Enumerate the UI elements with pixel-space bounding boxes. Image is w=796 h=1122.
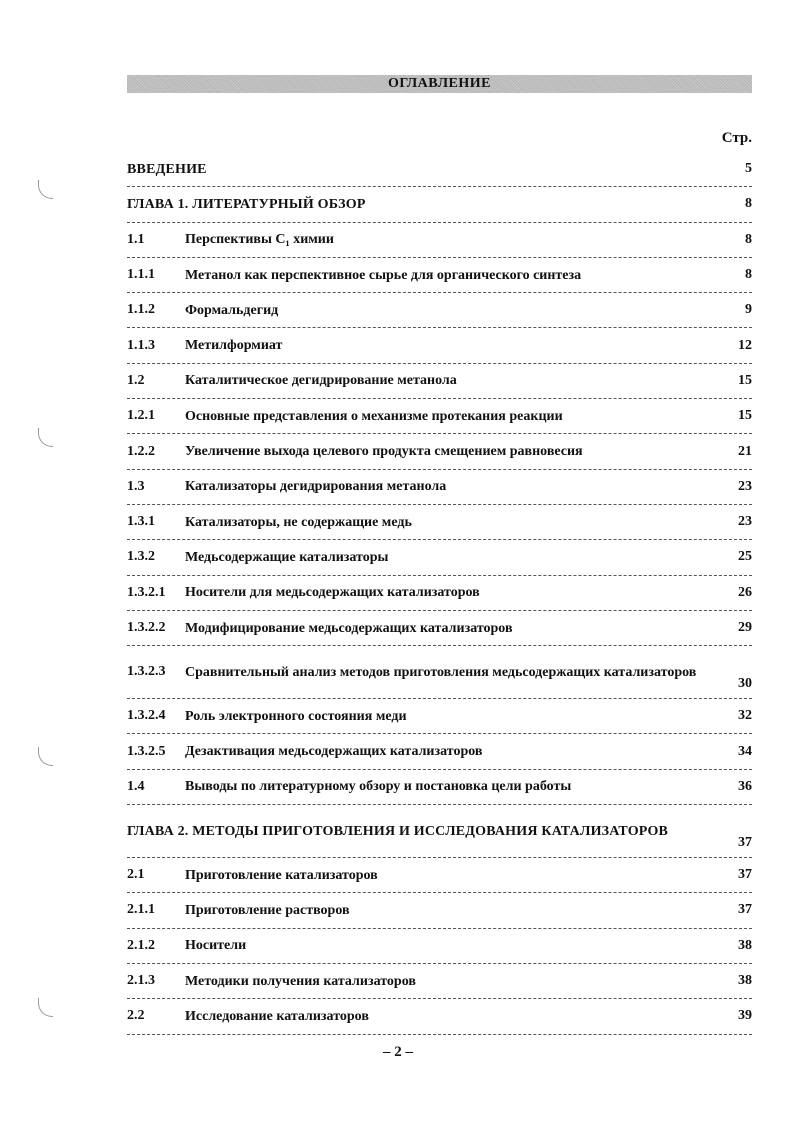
toc-entry-number: 2.1 [127,867,145,883]
toc-entry-page: 8 [745,196,752,212]
toc-entry-title: Метанол как перспективное сырье для органического синтеза [185,267,582,283]
toc-entry-page: 30 [738,676,752,692]
toc-entry-page: 5 [745,161,752,177]
toc-entry-title: Формальдегид [185,302,279,318]
toc-entry[interactable] [127,646,752,699]
toc-entry-title: Увеличение выхода целевого продукта смещением равновесия [185,444,583,460]
toc-entry[interactable] [127,434,752,469]
punch-mark [38,747,53,766]
toc-entry-title: ГЛАВА 2. МЕТОДЫ ПРИГОТОВЛЕНИЯ И ИССЛЕДОВАНИЯ КАТАЛИЗАТОРОВ [127,823,669,839]
toc-entry-number: 1.1.1 [127,267,155,283]
toc-entry-page: 37 [738,867,752,883]
toc-entry-page: 29 [738,620,752,635]
toc-entry[interactable] [127,734,752,769]
toc-entry[interactable] [127,699,752,734]
toc-entry-number: 1.2.2 [127,443,155,459]
toc-entry-title: Носители [185,938,247,954]
toc-entry-title: Выводы по литературному обзору и постановка цели работы [185,779,572,795]
toc-entry[interactable] [127,929,752,964]
toc-entry-page: 32 [738,708,752,724]
page-column-label: Стр. [721,130,752,146]
page-number: – 2 – [383,1044,413,1060]
toc-entry-page: 12 [738,337,752,353]
toc-entry-page: 8 [745,267,752,283]
toc-entry[interactable] [127,858,752,893]
toc-entry-title: Модифицирование медьсодержащих катализаторов [185,620,513,636]
toc-entry[interactable] [127,805,752,858]
toc-entry[interactable] [127,152,752,187]
toc-entry-title: Метилформиат [185,338,283,354]
toc-entry-page: 25 [738,549,752,565]
toc-entry[interactable] [127,328,752,363]
toc-entry-page: 37 [738,835,752,851]
toc-entry[interactable] [127,611,752,646]
punch-mark [38,998,53,1017]
toc-entry[interactable] [127,258,752,293]
toc-entry-number: 1.3.2.1 [127,584,166,600]
punch-mark [38,180,53,199]
toc-entry-page: 26 [738,584,752,600]
toc-entry-title: Основные представления о механизме протекания реакции [185,408,563,424]
toc-entry-title: Приготовление катализаторов [185,867,378,883]
toc-entry-title: Катализаторы, не содержащие медь [185,514,412,530]
toc-entry-title: ВВЕДЕНИЕ [127,161,207,177]
toc-entry-title: Катализаторы дегидрирования метанола [185,479,447,495]
toc-entry[interactable] [127,576,752,611]
toc-entry[interactable] [127,893,752,928]
toc-entry-number: 1.3.2.4 [127,708,166,724]
toc-entry-page: 15 [738,408,752,424]
toc-entry-number: 1.1.3 [127,337,155,353]
toc-entry[interactable] [127,999,752,1034]
toc-entry-number: 1.3.2.2 [127,620,166,635]
toc-entry-number: 1.1.2 [127,302,155,318]
toc-entry-page: 37 [738,902,752,918]
toc-entry-title: Дезактивация медьсодержащих катализаторов [185,744,483,760]
page-title: ОГЛАВЛЕНИЕ [388,76,491,91]
toc-entry-page: 38 [738,937,752,953]
toc-entry[interactable] [127,223,752,258]
toc-entry-number: 1.2.1 [127,408,155,424]
toc-entry-page: 9 [745,302,752,318]
toc-entry-number: 1.4 [127,778,145,794]
toc-entry[interactable] [127,964,752,999]
toc-entry-page: 34 [738,743,752,759]
toc-entry-page: 21 [738,443,752,459]
toc-entry-number: 1.3.2 [127,549,155,565]
toc-entry-page: 15 [738,372,752,388]
toc-entry-number: 2.1.1 [127,902,155,918]
toc-entry-page: 8 [745,231,752,247]
toc-entry-page: 39 [738,1008,752,1024]
toc-entry[interactable] [127,399,752,434]
toc-entry[interactable] [127,505,752,540]
toc-entry-title: Перспективы C₁ химии [185,232,334,248]
toc-entry-number: 1.3.2.5 [127,743,166,759]
toc-entry-page: 36 [738,778,752,794]
header-band [127,75,752,93]
toc-entry-title: Исследование катализаторов [185,1008,369,1024]
toc-entry-title: ГЛАВА 1. ЛИТЕРАТУРНЫЙ ОБЗОР [127,196,366,212]
toc-entry-page: 38 [738,973,752,989]
toc-entry-number: 2.2 [127,1008,145,1024]
toc-entry-title: Методики получения катализаторов [185,973,416,989]
toc-entry-number: 2.1.2 [127,937,155,953]
toc-entry-number: 1.3.2.3 [127,664,166,680]
toc-entry-title: Приготовление растворов [185,902,350,918]
toc-entry-page: 23 [738,514,752,530]
toc-entry-page: 23 [738,478,752,494]
toc-entry-number: 1.1 [127,231,145,247]
toc-entry-title: Роль электронного состояния меди [185,708,407,724]
toc-entry-number: 1.3 [127,478,145,494]
table-of-contents [127,152,752,1035]
toc-entry-title: Каталитическое дегидрирование метанола [185,373,457,389]
toc-entry-number: 1.2 [127,372,145,388]
toc-entry[interactable] [127,470,752,505]
toc-entry-number: 2.1.3 [127,973,155,989]
toc-entry[interactable] [127,364,752,399]
punch-mark [38,428,53,447]
toc-entry[interactable] [127,770,752,805]
toc-entry-title: Медьсодержащие катализаторы [185,549,389,565]
toc-entry[interactable] [127,540,752,575]
toc-entry[interactable] [127,293,752,328]
toc-entry-title: Носители для медьсодержащих катализаторов [185,585,480,601]
toc-entry-number: 1.3.1 [127,514,155,530]
toc-entry-title: Сравнительный анализ методов приготовления медьсодержащих катализаторов [185,664,697,680]
toc-entry[interactable] [127,187,752,222]
